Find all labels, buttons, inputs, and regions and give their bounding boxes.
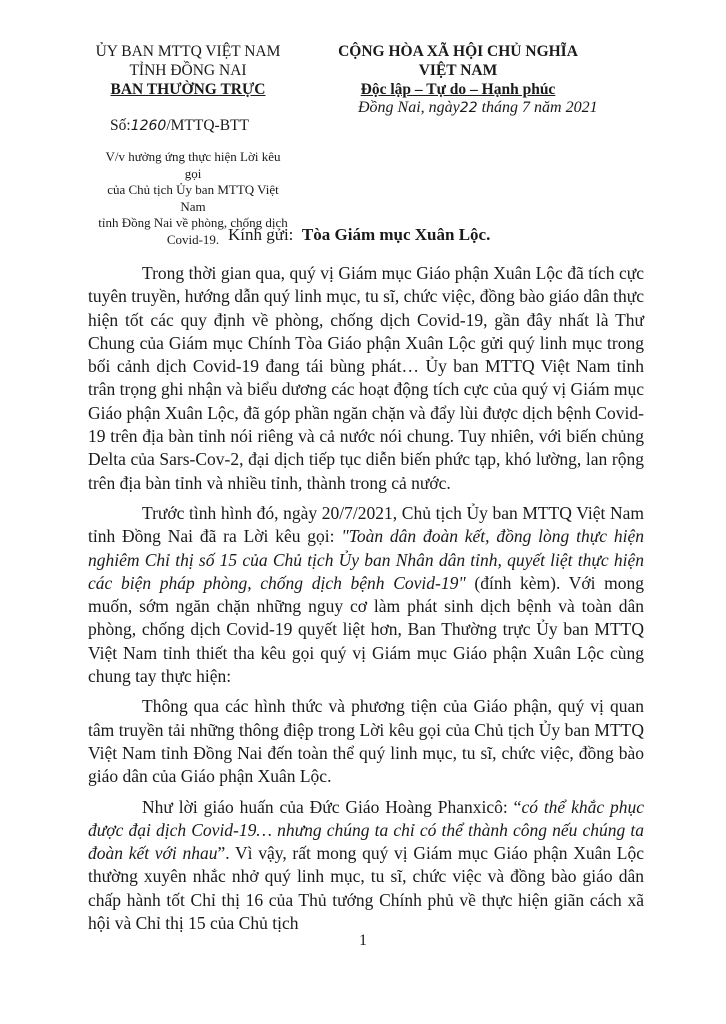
ref-prefix: Số: bbox=[110, 117, 131, 134]
pope-quote: có thể khắc phục được đại dịch Covid-19… nhưng chúng ta chỉ có thể thành công nếu chúng ta đoàn kết với nhau bbox=[88, 796, 644, 864]
country-name: CỘNG HÒA XÃ HỘI CHỦ NGHĨA VIỆT NAM bbox=[338, 43, 578, 79]
date-suffix: tháng 7 năm 2021 bbox=[481, 99, 598, 116]
appeal-quote: "Toàn dân đoàn kết, đồng lòng thực hiện nghiêm Chỉ thị số 15 của Chủ tịch Ủy ban Nhân dân tỉnh, quyết liệt thực hiện các biện pháp phòng, chống dịch bệnh Covid-19" bbox=[88, 526, 644, 593]
agency-line-3: BAN THƯỜNG TRỰC bbox=[110, 81, 266, 98]
subject-line: của Chủ tịch Ủy ban MTTQ Việt Nam bbox=[107, 182, 279, 214]
paragraph-3: Thông qua các hình thức và phương tiện của Giáo phận, quý vị quan tâm truyền tải những thông điệp trong Lời kêu gọi của Chủ tịch Ủy ban MTTQ Việt Nam tỉnh Đồng Nai đến toàn thể quý linh mục, tu sĩ, chức việc, đồng bào giáo dân của Giáo phận Xuân Lộc. bbox=[88, 696, 644, 787]
agency-line-1: ỦY BAN MTTQ VIỆT NAM bbox=[95, 43, 281, 60]
date-prefix: Đồng Nai, ngày bbox=[358, 99, 460, 116]
subject-line: tỉnh Đồng Nai về phòng, chống dịch bbox=[98, 215, 288, 230]
paragraph-4-intro: Như lời giáo huấn của Đức Giáo Hoàng Phanxicô: “ bbox=[142, 796, 522, 817]
paragraph-2-rest: (đính kèm). Với mong muốn, sớm ngăn chặn những nguy cơ làm phát sinh dịch bệnh và toàn dân phòng, chống dịch Covid-19 quyết liệt hơn, Ban Thường trực Ủy ban MTTQ Việt Nam tỉnh thiết tha kêu gọi quý vị Giám mục Giáo phận Xuân Lộc cùng chung tay thực hiện: bbox=[88, 572, 644, 687]
paragraph-1: Trong thời gian qua, quý vị Giám mục Giáo phận Xuân Lộc đã tích cực tuyên truyền, hướng dẫn quý linh mục, tu sĩ, chức việc, đồng bào giáo dân thực hiện tốt các quy định về phòng, chống dịch Covid-19, gần đây nhất là Thư Chung của Giám mục Chính Tòa Giáo phận Xuân Lộc gửi quý linh mục trong bối cảnh dịch Covid-19 đang tái bùng phát… Ủy ban MTTQ Việt Nam tỉnh trân trọng ghi nhận và biểu dương các hoạt động tích cực của quý vị Giám mục Giáo phận Xuân Lộc, đã góp phần ngăn chặn và đẩy lùi được dịch bệnh Covid-19 trên địa bàn tỉnh nói riêng và cả nước nói chung. Tuy nhiên, với biến chủng Delta của Sars-Cov-2, đại dịch tiếp tục diễn biến phức tạp, khó lường, lan rộng trên địa bàn tỉnh và nhiều tỉnh, thành trong cả nước. bbox=[88, 263, 644, 493]
salutation bbox=[228, 225, 490, 245]
agency-line-2: TỈNH ĐỒNG NAI bbox=[129, 62, 247, 79]
reference-number bbox=[110, 117, 249, 135]
paragraph-4-rest: ”. Vì vậy, rất mong quý vị Giám mục Giáo phận Xuân Lộc thường xuyên nhắc nhở quý linh mục, tu sĩ, chức việc và đồng bào giáo dân chấp hành tốt Chỉ thị 16 của Thủ tướng Chính phủ về thực hiện giãn cách xã hội và Chỉ thị 15 của Chủ tịch bbox=[88, 843, 645, 934]
issuing-agency-header bbox=[88, 42, 288, 99]
paragraph-2-intro: Trước tình hình đó, ngày 20/7/2021, Chủ tịch Ủy ban MTTQ Việt Nam tỉnh Đồng Nai đã ra Lời kêu gọi: bbox=[88, 502, 644, 547]
paragraph-2 bbox=[88, 502, 644, 688]
subject-line: V/v hưởng ứng thực hiện Lời kêu gọi bbox=[105, 149, 281, 181]
subject-line: Covid-19. bbox=[166, 231, 220, 247]
ref-number-handwritten: 1260 bbox=[130, 118, 167, 134]
salutation-label: Kính gửi: bbox=[228, 225, 294, 244]
page-number: 1 bbox=[359, 932, 367, 949]
motto: Độc lập – Tự do – Hạnh phúc bbox=[360, 81, 556, 98]
place-and-date bbox=[358, 99, 598, 117]
ref-suffix: /MTTQ-BTT bbox=[166, 117, 249, 134]
recipient: Tòa Giám mục Xuân Lộc. bbox=[301, 225, 491, 244]
paragraph-4 bbox=[88, 796, 644, 936]
date-day-handwritten: 22 bbox=[459, 100, 478, 116]
letter-body bbox=[88, 262, 644, 942]
national-header bbox=[320, 42, 596, 100]
